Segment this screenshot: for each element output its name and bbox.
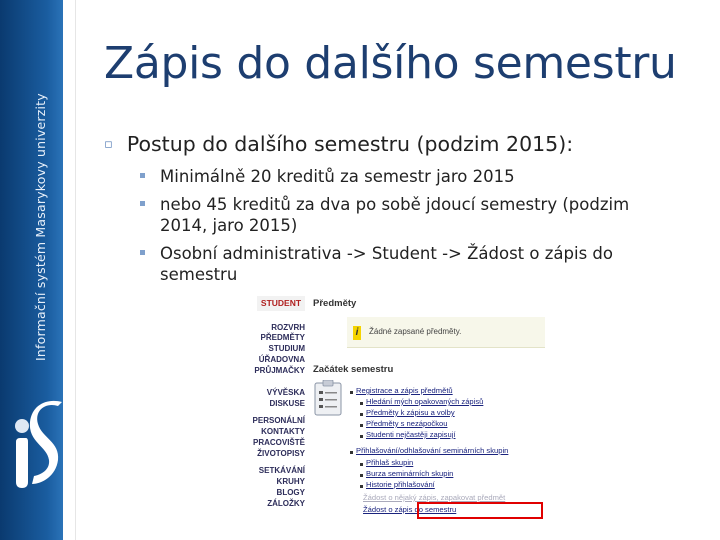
sub-bullet-text: Minimálně 20 kreditů za semestr jaro 2015	[160, 167, 515, 186]
list-bullet-icon	[360, 485, 363, 488]
side-item-uradovna[interactable]: ÚŘADOVNA	[258, 355, 305, 364]
square-bullet-icon	[140, 173, 145, 178]
square-bullet-icon	[140, 201, 145, 206]
side-item-blogy[interactable]: BLOGY	[276, 488, 305, 497]
list-bullet-icon	[360, 402, 363, 405]
sub-bullet	[140, 243, 660, 285]
side-item-zalozky[interactable]: ZÁLOŽKY	[267, 499, 305, 508]
section-title-predmety: Předměty	[313, 298, 357, 309]
is-screenshot	[247, 292, 547, 520]
link-seminare[interactable]: Přihlašování/odhlašování seminárních skupin	[356, 446, 509, 455]
list-bullet-icon	[360, 474, 363, 477]
clipboard-icon	[313, 380, 343, 416]
sub-bullet-text: nebo 45 kreditů za dva po sobě jdoucí semestry (podzim 2014, jaro 2015)	[160, 195, 630, 235]
side-item-rozvrh[interactable]: ROZVRH	[271, 323, 305, 332]
square-bullet-icon	[140, 250, 145, 255]
side-item-studium[interactable]: STUDIUM	[268, 344, 305, 353]
bullet-marker-icon: ▫	[104, 137, 113, 152]
list-bullet-icon	[360, 435, 363, 438]
info-icon: i	[353, 326, 361, 340]
section-title-zacatek: Začátek semestru	[313, 364, 394, 375]
side-item-prujmacky[interactable]: PRŮJMAČKY	[254, 366, 305, 375]
side-item-personalni[interactable]: PERSONÁLNÍ	[252, 416, 305, 425]
link-group1-item[interactable]: Předměty s nezápočkou	[366, 419, 448, 428]
slide-title: Zápis do dalšího semestru	[104, 38, 677, 89]
is-side-menu	[247, 292, 309, 520]
list-bullet-icon	[360, 413, 363, 416]
info-message: Žádné zapsané předměty.	[369, 327, 462, 336]
band-divider	[75, 0, 76, 540]
link-zadost-o-zapis[interactable]: Žádost o zápis do semestru	[363, 505, 457, 514]
link-group1-item[interactable]: Předměty k zápisu a volby	[366, 408, 455, 417]
is-logo-icon	[12, 398, 64, 498]
sub-bullet	[140, 166, 660, 187]
link-group1-item[interactable]: Studenti nejčastěji zapisují	[366, 430, 456, 439]
link-faded[interactable]: Žádost o nějaký zápis, zapakovat předmět	[363, 493, 506, 502]
list-bullet-icon	[350, 451, 353, 454]
link-group1-item[interactable]: Hledání mých opakovaných zápisů	[366, 397, 484, 406]
side-item-pracoviste[interactable]: PRACOVIŠTĚ	[252, 438, 305, 447]
vertical-system-name: Informační systém Masarykovy univerzity	[33, 93, 48, 361]
link-group2-item[interactable]: Burza seminárních skupin	[366, 469, 454, 478]
list-bullet-icon	[350, 391, 353, 394]
sidebar-band	[0, 0, 63, 540]
side-header-student[interactable]: STUDENT	[257, 296, 305, 311]
side-item-kruhy[interactable]: KRUHY	[276, 477, 305, 486]
side-item-zivotopisy[interactable]: ŽIVOTOPISY	[257, 449, 305, 458]
link-group2-item[interactable]: Historie přihlašování	[366, 480, 435, 489]
list-bullet-icon	[360, 463, 363, 466]
side-item-diskuse[interactable]: DISKUSE	[269, 399, 305, 408]
highlight-box	[417, 502, 543, 519]
main-bullet-text: Postup do dalšího semestru (podzim 2015):	[126, 132, 574, 156]
link-group2-item[interactable]: Přihlaš skupin	[366, 458, 414, 467]
side-item-setkavani[interactable]: SETKÁVÁNÍ	[258, 466, 305, 475]
sub-bullet	[140, 194, 660, 236]
link-registrace[interactable]: Registrace a zápis předmětů	[356, 386, 453, 395]
side-item-kontakty[interactable]: KONTAKTY	[261, 427, 305, 436]
sub-bullet-text: Osobní administrativa -> Student -> Žádost o zápis do semestru	[160, 244, 613, 284]
list-bullet-icon	[360, 424, 363, 427]
side-item-predmety[interactable]: PŘEDMĚTY	[260, 333, 305, 342]
side-item-vyveska[interactable]: VÝVĚSKA	[266, 388, 305, 397]
is-main-panel	[311, 292, 547, 520]
main-bullet	[104, 132, 573, 156]
